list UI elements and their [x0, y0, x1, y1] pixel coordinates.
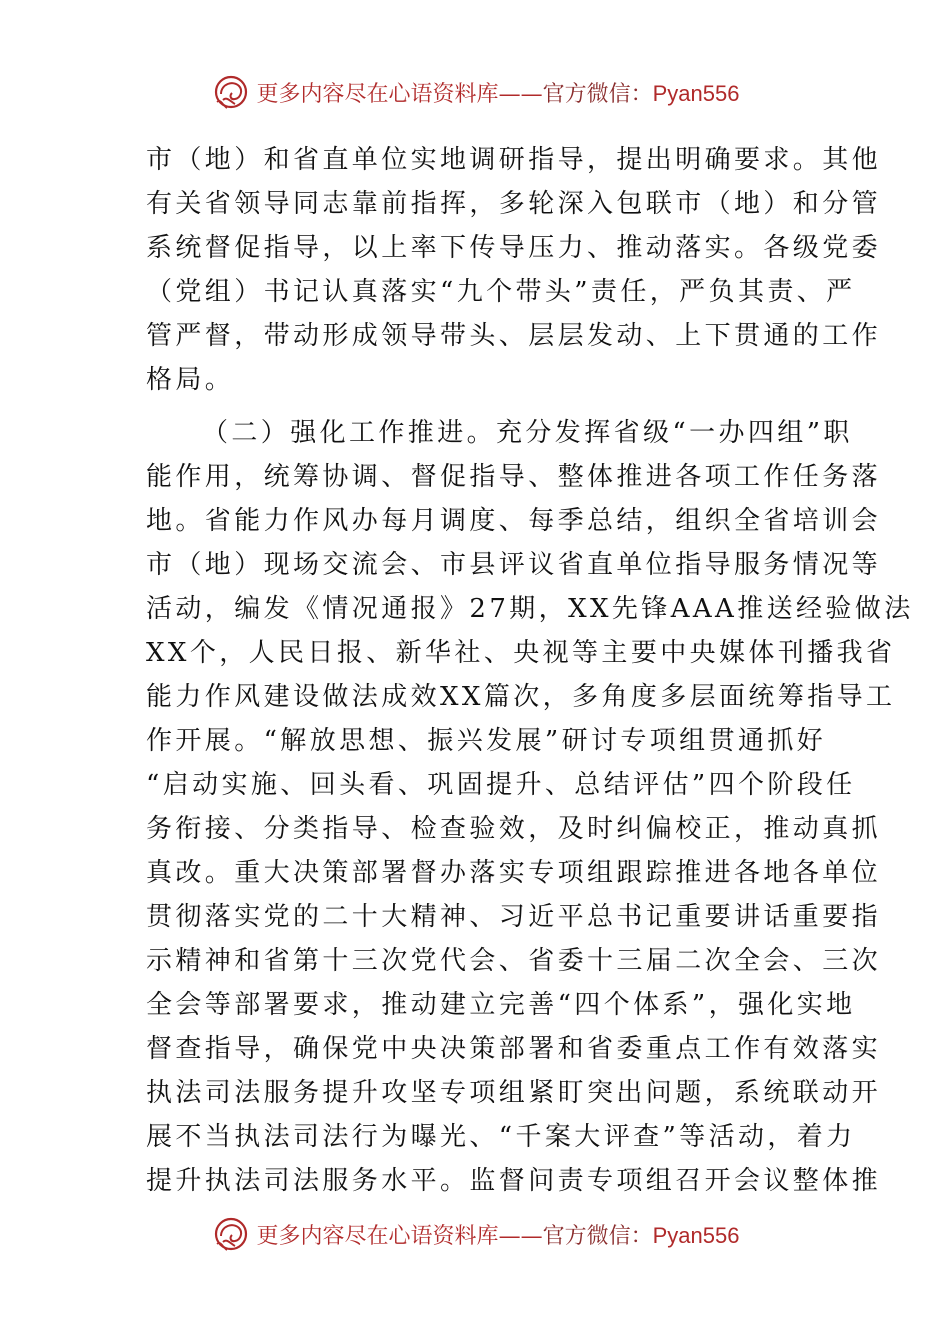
text-line: 地。省能力作风办每月调度、每季总结，组织全省培训会 — [146, 506, 882, 536]
document-body — [146, 138, 914, 1203]
text-line: 展不当执法司法行为曝光、“千案大评查”等活动，着力 — [146, 1122, 856, 1152]
footer-wechat-label: 官方微信： — [542, 1223, 653, 1249]
header-banner-text — [257, 77, 740, 108]
text-line: 能力作风建设做法成效XX篇次，多角度多层面统筹指导工 — [146, 682, 896, 712]
text-line: （二）强化工作推进。充分发挥省级“一办四组”职 — [202, 418, 853, 448]
text-line: 系统督促指导，以上率下传导压力、推动落实。各级党委 — [146, 233, 882, 263]
text-line: 活动，编发《情况通报》27期，XX先锋AAA推送经验做法 — [146, 594, 914, 624]
text-line: 作开展。“解放思想、振兴发展”研讨专项组贯通抓好 — [146, 726, 827, 756]
footer-wechat-id: Pyan556 — [652, 1222, 740, 1248]
text-line: 提升执法司法服务水平。监督问责专项组召开会议整体推 — [146, 1166, 882, 1196]
text-line: 有关省领导同志靠前指挥，多轮深入包联市（地）和分管 — [146, 189, 882, 219]
text-line: 务衔接、分类指导、检查验效，及时纠偏校正，推动真抓 — [146, 814, 882, 844]
header-wechat-label: 官方微信： — [542, 81, 653, 107]
text-line: 真改。重大决策部署督办落实专项组跟踪推进各地各单位 — [146, 858, 882, 888]
text-line: 管严督，带动形成领导带头、层层发动、上下贯通的工作 — [146, 321, 882, 351]
header-brand-text: 更多内容尽在心语资料库 — [256, 81, 499, 107]
paragraph-gap — [146, 402, 806, 411]
text-line: XX个，人民日报、新华社、央视等主要中央媒体刊播我省 — [146, 638, 896, 668]
footer-dash: —— — [498, 1223, 543, 1249]
text-line: 贯彻落实党的二十大精神、习近平总书记重要讲话重要指 — [146, 902, 882, 932]
text-line: 市（地）和省直单位实地调研指导，提出明确要求。其他 — [146, 145, 882, 175]
brain-icon — [211, 1214, 251, 1254]
text-line: 执法司法服务提升攻坚专项组紧盯突出问题，系统联动开 — [146, 1078, 882, 1108]
brain-icon — [211, 72, 251, 112]
text-line: 示精神和省第十三次党代会、省委十三届二次全会、三次 — [146, 946, 882, 976]
header-wechat-id: Pyan556 — [652, 80, 740, 106]
footer-brand-text: 更多内容尽在心语资料库 — [256, 1223, 499, 1249]
footer-banner — [0, 1212, 950, 1256]
text-line: 市（地）现场交流会、市县评议省直单位指导服务情况等 — [146, 550, 882, 580]
text-line: 格局。 — [146, 365, 235, 395]
footer-banner-text — [257, 1219, 740, 1250]
paragraph-1 — [146, 138, 882, 402]
header-dash: —— — [498, 81, 543, 107]
paragraph-2 — [146, 411, 914, 1203]
text-line: 督查指导，确保党中央决策部署和省委重点工作有效落实 — [146, 1034, 882, 1064]
text-line: 能作用，统筹协调、督促指导、整体推进各项工作任务落 — [146, 462, 882, 492]
header-banner — [0, 70, 950, 114]
text-line: “启动实施、回头看、巩固提升、总结评估”四个阶段任 — [146, 770, 856, 800]
text-line: 全会等部署要求，推动建立完善“四个体系”，强化实地 — [146, 990, 856, 1020]
text-line: （党组）书记认真落实“九个带头”责任，严负其责、严 — [146, 277, 856, 307]
